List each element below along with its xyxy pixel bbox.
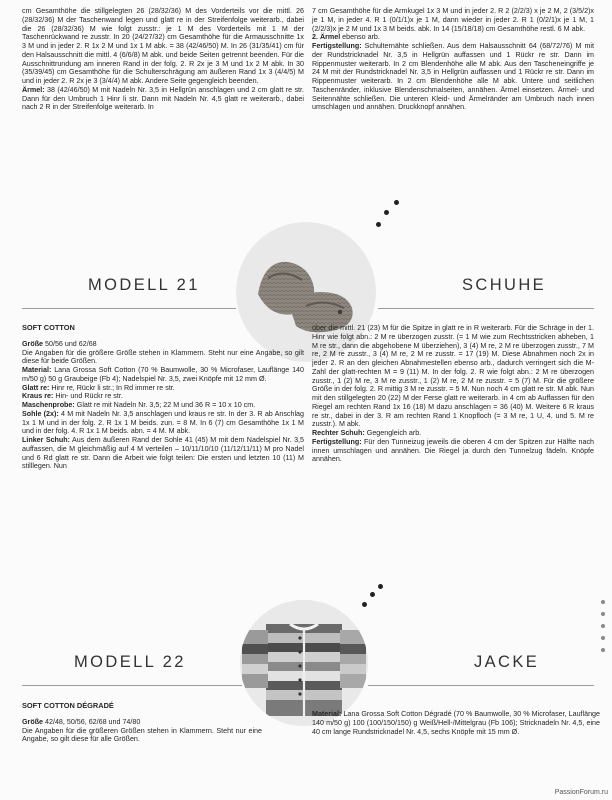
decorative-dot xyxy=(370,592,375,597)
paragraph: Größe 50/56 und 62/68 xyxy=(22,339,97,348)
decorative-dot xyxy=(362,602,367,607)
paragraph: Fertigstellung: Schulternähte schließen. Aus dem Halsausschnitt 64 (68/72/76) M mit der Rundstricknadel Nr. 3,5 in Hellgrün auffassen und 1 Rückr re str. Dann im Rippenmuster weiterarb. In 2 cm Blendenhöhe alle M abk. Aus den Tascheneingriffe je 24 M mit der Rundstricknadel Nr. 3,5 in Hellgrün auffassen und 1 Rückr re str. Dann im Rippenmuster weiterarb. In 2 cm Blendenhöhe alle M abk. Untere und seitlichen Taschenränder, inklusive Blendenschmalseiten, annähen. Ärmel einsetzen. Ärmel- und Seitennähte schließen. Die unteren Kleid- und Ärmelränder am Umbruch nach innen umschlagen und annähen. Druckknopf annähen. xyxy=(312,42,594,112)
paragraph: Linker Schuh: Aus dem äußeren Rand der Sohle 41 (45) M mit dem Nadelspiel Nr. 3,5 auffassen, die M gleichmäßig auf 4 M verteilen – 10/11/10/10 (11/12/11/11) M pro Nadel und 6 Rd glatt re str. Dann die Arbeit wie folgt teilen: Die ersten und letzten 10 (11) M stilllegen. Nun xyxy=(22,436,304,471)
heading-rule-right xyxy=(378,308,594,309)
decorative-dot xyxy=(601,636,605,640)
decorative-dot xyxy=(384,210,389,215)
decorative-dot xyxy=(601,600,605,604)
shoes-left-column xyxy=(22,324,304,471)
paragraph: Die Angaben für die größere Größe stehen in Klammern. Steht nur eine Angabe, so gilt diese für beide Größen. xyxy=(22,348,304,366)
decorative-dot xyxy=(394,200,399,205)
paragraph: Sohle (2x): 4 M mit Nadeln Nr. 3,5 anschlagen und kraus re str. In der 3. R ab Anschlag 1x 1 M und in der folg. 2. R 1x 1 M beids. zun. = 8 M. In 6 (7) cm Gesamthöhe 1x 1 M und in der folg. 4. R 1x 1 M beids. abn. = 4 M. M abk. xyxy=(22,409,304,436)
paragraph: cm Gesamthöhe die stillgelegten 26 (28/32/36) M des Vorderteils vor die mittl. 26 (28/32/36) M der Taschenwand legen und glatt re in der Streifenfolge weiterarb., dabei die 26 (28/32/36) M wie folgt zusstr.: je 1 M des Vorderteils mit 1 M der Taschenrückwand re zusstr. In 20 (24/27/32) cm Gesamthöhe für die Armausschnitte 1x 3 M und in jeder 2. R 1x 2 M und 1x 1 M abk. = 38 (42/46/50) M. In 26 (31/35/41) cm für den Halsausschnitt die mittl. 4 (6/6/8) M abk. und beide Seiten getrennt beenden. Für die Ausschnittrundung am inneren Rand in der folg. 2. R 2x je 3 M und 1x 2 M abk. In 30 (35/39/45) cm Gesamthöhe für die Schulterschrägung am äußeren Rand 1x 3 (4/4/5) M und in jeder 2. R 2x je 3 (3/4/4) M abk. Andere Seite gegengleich beenden. xyxy=(22,7,304,85)
model-21-category: SCHUHE xyxy=(462,276,547,294)
jacket-left-column xyxy=(22,702,304,744)
paragraph: Größe 42/48, 50/56, 62/68 und 74/80 xyxy=(22,717,141,726)
shoes-right-column xyxy=(312,324,594,464)
top-right-column xyxy=(312,7,594,112)
model-22-category: JACKE xyxy=(474,653,540,671)
yarn-heading: SOFT COTTON DÉGRADÉ xyxy=(22,701,114,710)
paragraph: Kraus re: Hin- und Rückr re str. xyxy=(22,392,123,401)
paragraph: über die mittl. 21 (23) M für die Spitze in glatt re in R weiterarb. Für die Schräge in der 1. Hinr wie folgt abn.: 2 M re überzogen zusstr. (= 1 M wie zum Rechtsstricken abheben, 1 M re str., dann die abgehobene M überziehen), 3 (4) M re, 2 M re überzogen zusstr., 7 M re, 2 M re zusstr., 3 (4) M re, 2 M re zusstr. = 17 (19) M. Diese Abnahmen noch 2x in jeder 2. R an den gleichen Abnahmestellen ebenso arb., dadurch verringert sich die M-Zahl der glatt-rechten M = 9 (11) M. In der folg. 2. R wie folgt abn.: 2 M re überzogen zusstr., 1 (2) M re, 3 M re zusstr., 1 (2) M re, 2 M re zusstr. = 5 (7) M. Für die größere Größe in der folg. 2. R mittig 3 M re zusstr. = 5 M. Nun noch 4 cm glatt re str. M abk. Nun mit den stillgelegten 20 (22) M der Ferse glatt re weiterarb. in 4 cm ab Auffassen für den Riegel am rechten Rand 1x 16 (18) M dazu anschlagen = 36 (40) M. Weitere 6 R kraus re str., dabei in der 3. R am rechten Rand 1 Knopfloch (= 3 M re, 1 U, 4. und 5. M re zusstr.). M abk. xyxy=(312,324,594,429)
paragraph: Material: Lana Grossa Soft Cotton (70 % Baumwolle, 30 % Microfaser, Lauflänge 140 m/50 g) 50 g Graubeige (Fb 4); Nadelspiel Nr. 3,5, zwei Knöpfe mit 12 mm Ø. xyxy=(22,366,304,383)
paragraph: 2. Ärmel ebenso arb. xyxy=(312,33,380,42)
heading-rule-right xyxy=(368,685,594,686)
paragraph: Fertigstellung: Für den Tunneizug jeweils die oberen 4 cm der Spitzen zur Hälfte nach innen umschlagen und annähen. Die Riegel ja durch den Tunnelzug fädeln. Knöpfe annähen. xyxy=(312,437,594,464)
jacket-right-column xyxy=(312,710,600,736)
paragraph: Ärmel: 38 (42/46/50) M mit Nadeln Nr. 3,5 in Hellgrün anschlagen und 2 cm glatt re str. Dann für den Umbruch 1 Hinr li str. Dann mit Nadeln Nr. 4,5 glatt re weiterarb., dabei nach 2 R in der Streifenfolge weiterarb. In xyxy=(22,85,304,112)
yarn-heading: SOFT COTTON xyxy=(22,323,75,332)
paragraph: Maschenprobe: Glatt re mit Nadeln Nr. 3,5; 22 M und 36 R = 10 x 10 cm. xyxy=(22,401,256,409)
decorative-dot xyxy=(601,612,605,616)
decorative-dot xyxy=(601,624,605,628)
paragraph: Rechter Schuh: Gegengleich arb. xyxy=(312,429,422,437)
heading-rule-left xyxy=(22,685,242,686)
watermark: PassionForum.ru xyxy=(554,789,608,796)
top-left-column xyxy=(22,7,304,112)
paragraph: 7 cm Gesamthöhe für die Armkugel 1x 3 M und in jeder 2. R 2 (2/2/3) x je 2 M, 2 (3/5/2)x je 1 M, in jeder 4. R 1 (0/1/1)x je 1 M, dann wieder in jeder 2. R 1 (0/2/1)x je 1 M, 1 (2/2/3)x je 2 M und 1x 3 M beids. abk. In 14 (15/18/18) cm Gesamthöhe restl. 6 M abk. xyxy=(312,7,594,33)
paragraph: Glatt re: Hinr re, Rückr li str.; In Rd immer re str. xyxy=(22,383,175,392)
decorative-dot xyxy=(378,584,383,589)
paragraph: Material: Lana Grossa Soft Cotton Dégradé (70 % Baumwolle, 30 % Microfaser, Lauflänge 140 m/50 g) 100 (100/150/150) g Weiß/Hell-/Mittelgrau (Fb 106); Stricknadeln Nr. 4,5, eine 40 cm lange Rundstricknadel Nr. 4,5, sechs Knöpfe mit 15 mm Ø. xyxy=(312,710,600,736)
model-22-title: MODELL 22 xyxy=(74,653,186,671)
paragraph: Die Angaben für die größeren Größen stehen in Klammern. Steht nur eine Angabe, so gilt diese für alle Größen. xyxy=(22,726,262,744)
decorative-dot xyxy=(376,222,381,227)
decorative-dot xyxy=(601,648,605,652)
model-21-title: MODELL 21 xyxy=(88,276,200,294)
heading-rule-left xyxy=(22,308,236,309)
